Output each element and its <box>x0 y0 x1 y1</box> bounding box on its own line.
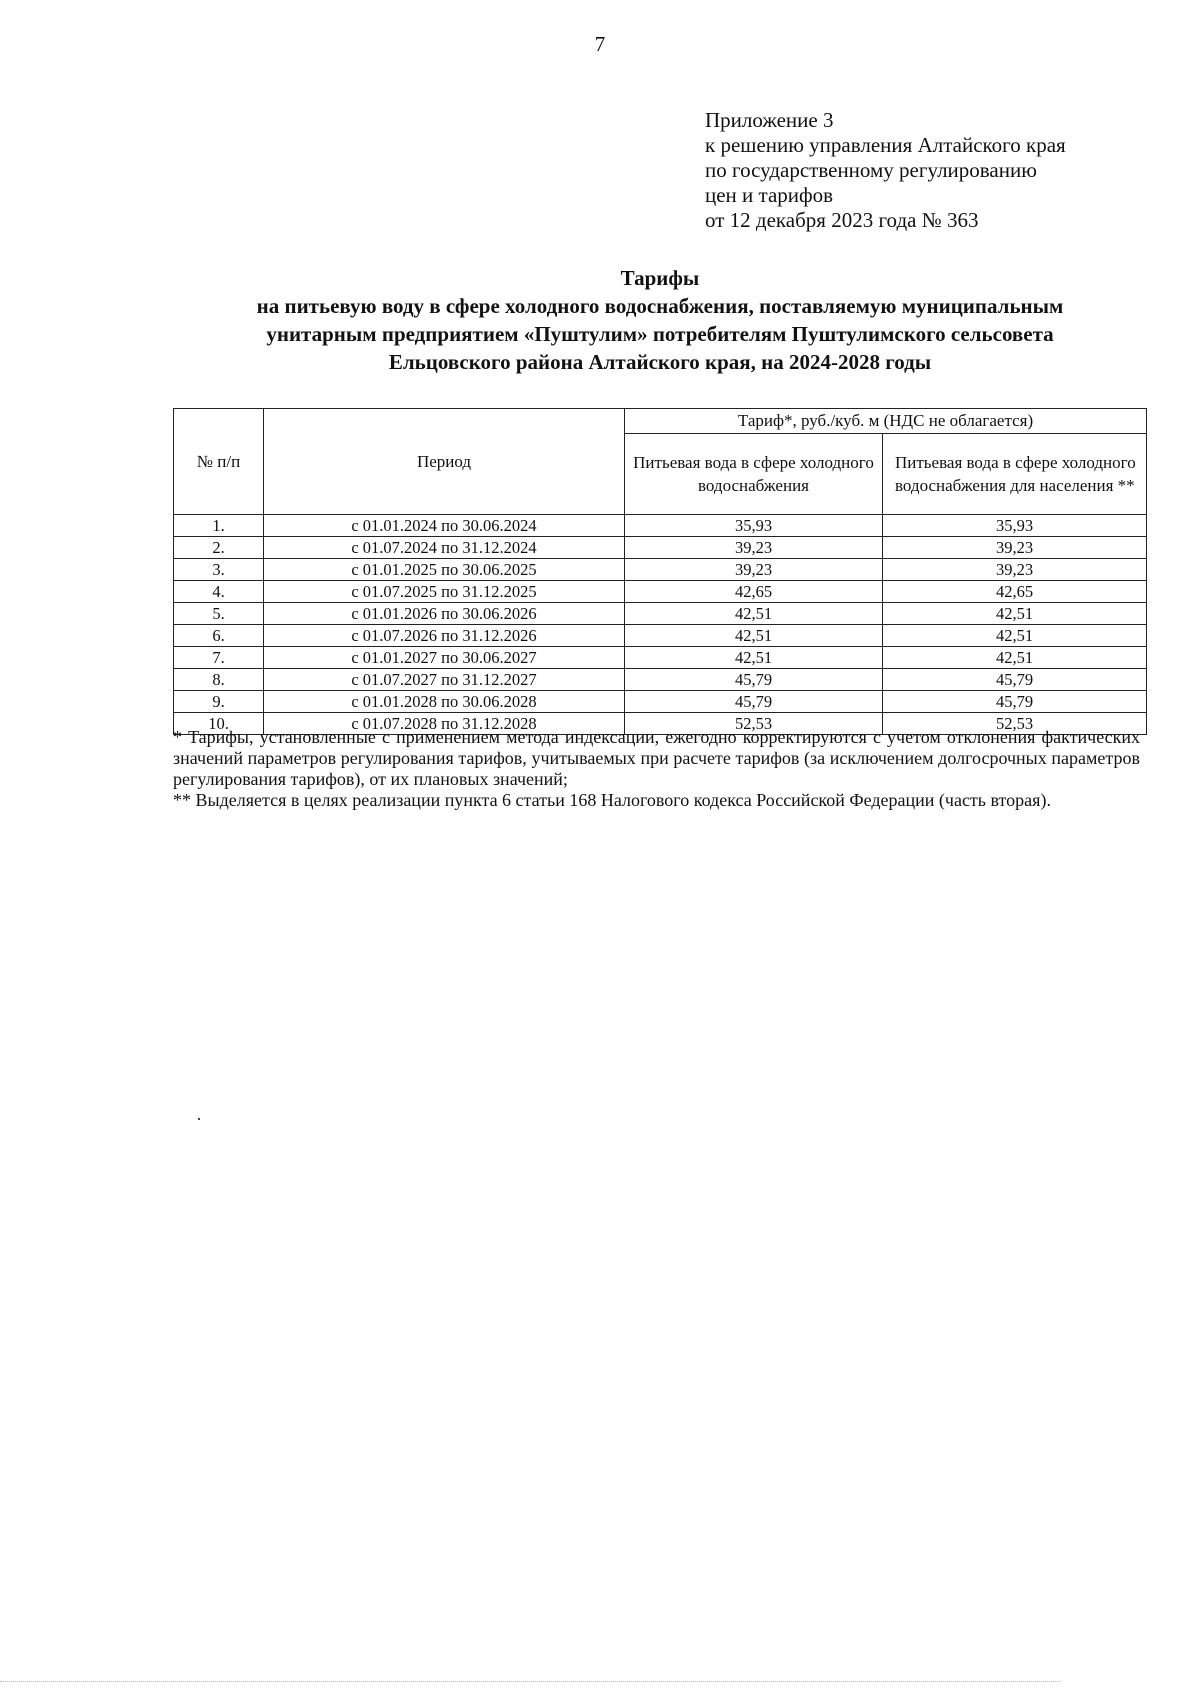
title-line: Ельцовского района Алтайского края, на 2024-2028 годы <box>388 350 932 374</box>
cell-population: 42,65 <box>883 581 1147 603</box>
cell-period: с 01.01.2024 по 30.06.2024 <box>264 515 625 537</box>
cell-population: 45,79 <box>883 669 1147 691</box>
cell-population: 39,23 <box>883 537 1147 559</box>
title-line: Тарифы <box>620 266 700 290</box>
cell-tariff: 39,23 <box>625 537 883 559</box>
footnotes <box>173 727 1140 811</box>
appendix-line: к решению управления Алтайского края <box>705 133 1066 157</box>
cell-period: с 01.07.2028 по 31.12.2028 <box>264 713 625 735</box>
cell-population: 45,79 <box>883 691 1147 713</box>
cell-tariff: 42,51 <box>625 625 883 647</box>
cell-period: с 01.07.2024 по 31.12.2024 <box>264 537 625 559</box>
cell-num: 10. <box>174 713 264 735</box>
scan-edge-noise <box>0 1681 1060 1683</box>
cell-period: с 01.07.2027 по 31.12.2027 <box>264 669 625 691</box>
header-period: Период <box>264 409 625 515</box>
header-population: Питьевая вода в сфере холодного водоснабжения для населения ** <box>883 434 1147 515</box>
table-row <box>174 537 1147 559</box>
page-number: 7 <box>594 32 606 56</box>
cell-tariff: 35,93 <box>625 515 883 537</box>
cell-period: с 01.07.2026 по 31.12.2026 <box>264 625 625 647</box>
table-row <box>174 691 1147 713</box>
scan-speck <box>198 1118 200 1120</box>
table-row <box>174 603 1147 625</box>
cell-num: 6. <box>174 625 264 647</box>
table-row <box>174 515 1147 537</box>
cell-tariff: 45,79 <box>625 691 883 713</box>
cell-num: 4. <box>174 581 264 603</box>
cell-tariff: 42,51 <box>625 603 883 625</box>
cell-population: 35,93 <box>883 515 1147 537</box>
cell-num: 5. <box>174 603 264 625</box>
cell-period: с 01.01.2028 по 30.06.2028 <box>264 691 625 713</box>
cell-period: с 01.01.2025 по 30.06.2025 <box>264 559 625 581</box>
header-tariff-group: Тариф*, руб./куб. м (НДС не облагается) <box>625 409 1147 434</box>
cell-tariff: 45,79 <box>625 669 883 691</box>
cell-population: 42,51 <box>883 625 1147 647</box>
header-tariff: Питьевая вода в сфере холодного водоснабжения <box>625 434 883 515</box>
appendix-line: Приложение 3 <box>705 108 834 132</box>
table-row <box>174 625 1147 647</box>
table-row <box>174 669 1147 691</box>
cell-num: 1. <box>174 515 264 537</box>
cell-num: 7. <box>174 647 264 669</box>
cell-num: 3. <box>174 559 264 581</box>
cell-population: 39,23 <box>883 559 1147 581</box>
table-row <box>174 647 1147 669</box>
footnote-second: ** Выделяется в целях реализации пункта 6 статьи 168 Налогового кодекса Российской Федерации (часть вторая). <box>173 790 1051 810</box>
table-row <box>174 581 1147 603</box>
title-line: на питьевую воду в сфере холодного водоснабжения, поставляемую муниципальным <box>256 294 1064 318</box>
cell-population: 42,51 <box>883 603 1147 625</box>
title-line: унитарным предприятием «Пуштулим» потребителям Пуштулимского сельсовета <box>266 322 1054 346</box>
cell-tariff: 42,51 <box>625 647 883 669</box>
cell-tariff: 39,23 <box>625 559 883 581</box>
tariff-table <box>173 408 1147 735</box>
cell-tariff: 52,53 <box>625 713 883 735</box>
appendix-line: по государственному регулированию <box>705 158 1037 182</box>
cell-population: 42,51 <box>883 647 1147 669</box>
footnote-first: * Тарифы, установленные с применением метода индексации, ежегодно корректируются с учетом отклонения фактических значений параметров регулирования тарифов, учитываемых при расчете тарифов (за исключением долгосрочных параметров регулирования тарифов), от их плановых значений; <box>173 727 1140 789</box>
header-num: № п/п <box>174 409 264 515</box>
document-title <box>170 264 1150 376</box>
cell-period: с 01.07.2025 по 31.12.2025 <box>264 581 625 603</box>
appendix-line: от 12 декабря 2023 года № 363 <box>705 208 979 232</box>
cell-period: с 01.01.2026 по 30.06.2026 <box>264 603 625 625</box>
table-header-row <box>174 409 1147 434</box>
cell-period: с 01.01.2027 по 30.06.2027 <box>264 647 625 669</box>
cell-num: 2. <box>174 537 264 559</box>
cell-tariff: 42,65 <box>625 581 883 603</box>
cell-population: 52,53 <box>883 713 1147 735</box>
appendix-block <box>705 108 1175 233</box>
appendix-line: цен и тарифов <box>705 183 834 207</box>
table-row <box>174 559 1147 581</box>
cell-num: 9. <box>174 691 264 713</box>
cell-num: 8. <box>174 669 264 691</box>
